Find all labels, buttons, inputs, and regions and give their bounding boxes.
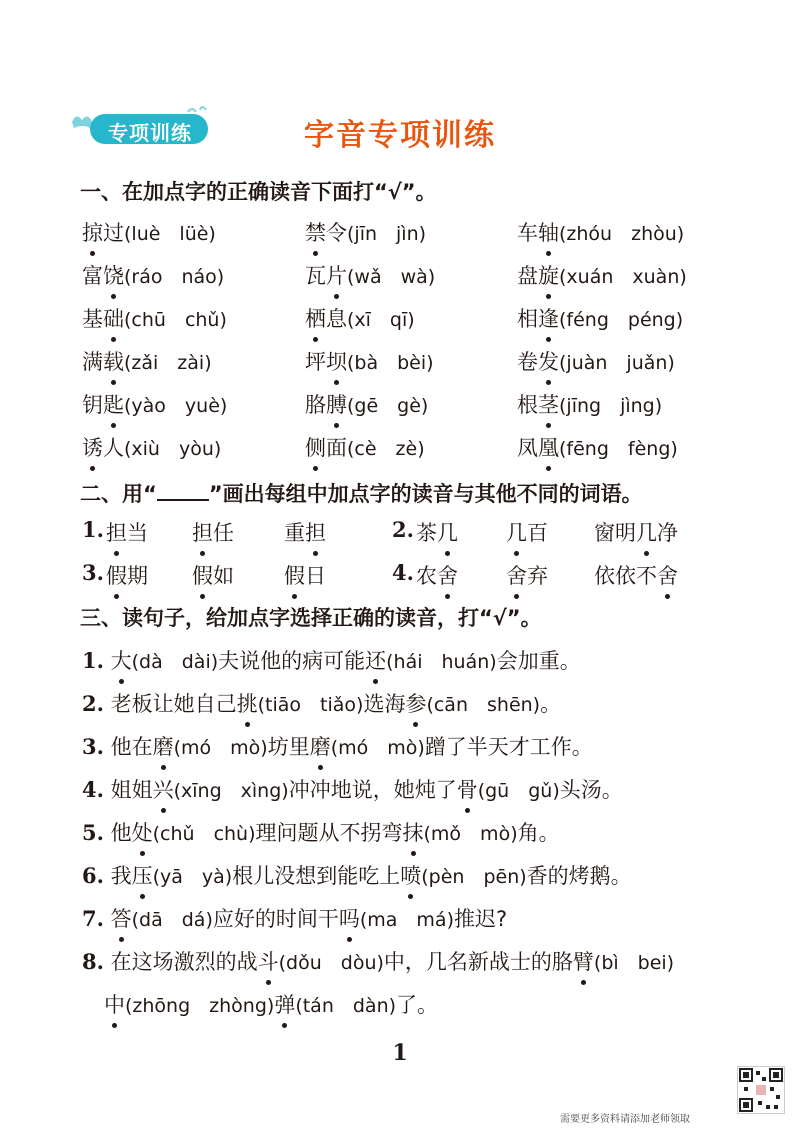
pinyin-item: 基础(chū chǔ): [82, 303, 227, 333]
sentence-6: 6. 我压(yā yà)根儿没想到能吃上喷(pèn pēn)香的烤鹅。: [82, 860, 632, 890]
pinyin-item: 满载(zǎi zài): [82, 346, 212, 376]
section3-heading: 三、读句子，给加点字选择正确的读音，打“√”。: [80, 606, 542, 630]
section2-heading: 二、用“ ”画出每组中加点字的读音与其他不同的词语。: [80, 478, 643, 508]
page-number: 1: [392, 1040, 408, 1066]
section2-row-2: 3. 假期 假如 假日 4. 农舍 舍弃 依依不舍: [82, 560, 678, 588]
pinyin-item: 瓦片(wǎ wà): [305, 260, 435, 290]
qr-code-icon: [737, 1066, 785, 1114]
sentence-4: 4. 姐姐兴(xīng xìng)冲冲地说，她炖了骨(gū gǔ)头汤。: [82, 774, 623, 804]
pinyin-item: 相逢(féng péng): [517, 303, 683, 333]
pinyin-item: 胳膊(gē gè): [305, 389, 428, 419]
pinyin-item: 禁令(jīn jìn): [305, 217, 426, 247]
pinyin-item: 凤凰(fēng fèng): [517, 432, 678, 462]
pinyin-item: 侧面(cè zè): [305, 432, 425, 462]
section2-row-1: 1. 担当 担任 重担 2. 茶几 几百 窗明几净: [82, 517, 678, 545]
pinyin-item: 栖息(xī qī): [305, 303, 415, 333]
pinyin-item: 诱人(xiù yòu): [82, 432, 221, 462]
pinyin-item: 掠过(luè lüè): [82, 217, 216, 247]
badge-label: 专项训练: [108, 121, 192, 145]
pinyin-item: 根茎(jīng jìng): [517, 389, 662, 419]
section1-heading: 一、在加点字的正确读音下面打“√”。: [80, 180, 437, 204]
pinyin-item: 富饶(ráo náo): [82, 260, 224, 290]
pinyin-item: 车轴(zhóu zhòu): [517, 217, 684, 247]
sentence-3: 3. 他在磨(mó mò)坊里磨(mó mò)蹭了半天才工作。: [82, 731, 593, 761]
sentence-2: 2. 老板让她自己挑(tiāo tiǎo)选海参(cān shēn)。: [82, 688, 561, 718]
pinyin-item: 卷发(juàn juǎn): [517, 346, 675, 376]
sentence-8-cont: 中(zhōng zhòng)弹(tán dàn)了。: [104, 989, 438, 1019]
pinyin-item: 坪坝(bà bèi): [305, 346, 434, 376]
underline-sample: [157, 479, 209, 501]
sentence-5: 5. 他处(chǔ chù)理问题从不拐弯抹(mǒ mò)角。: [82, 817, 560, 847]
sentence-1: 1. 大(dà dài)夫说他的病可能还(hái huán)会加重。: [82, 645, 581, 675]
sentence-7: 7. 答(dā dá)应好的时间干吗(ma má)推迟?: [82, 903, 507, 933]
pinyin-item: 盘旋(xuán xuàn): [517, 260, 687, 290]
footer-note: 需要更多资料请添加老师领取: [560, 1114, 690, 1125]
sentence-8: 8. 在这场激烈的战斗(dǒu dòu)中，几名新战士的胳臂(bì bei): [82, 946, 674, 976]
page-title: 字音专项训练: [304, 118, 496, 153]
pinyin-item: 钥匙(yào yuè): [82, 389, 227, 419]
